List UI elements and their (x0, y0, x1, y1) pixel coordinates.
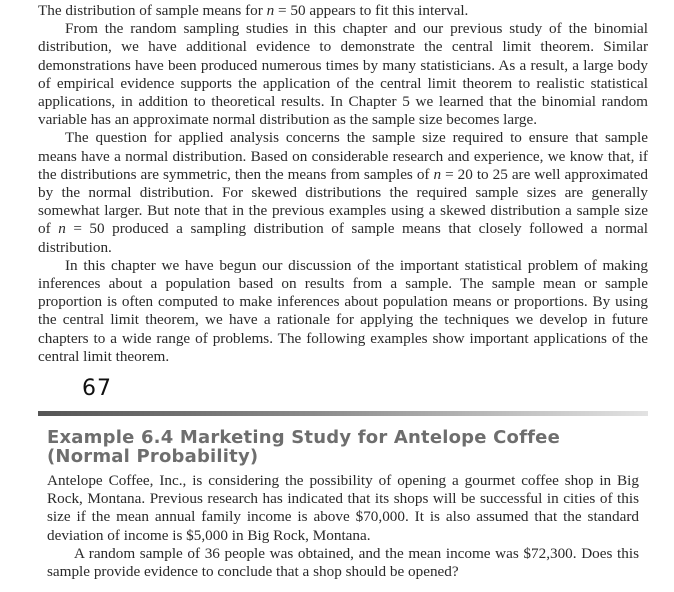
example-heading-line-2: (Normal Probability) (47, 446, 259, 467)
example-paragraph-2: A random sample of 36 people was obtained, and the mean income was $72,300. Does this sample provide evidence to conclude that a shop should be opened? (47, 544, 639, 581)
p3-variable-n-2: n (58, 220, 66, 238)
body-text (38, 2, 648, 366)
paragraph-2: From the random sampling studies in this chapter and our previous study of the binomial distribution, we have additional evidence to demonstrate the central limit theorem. Similar demonstrations have been produced numerous times by many statisticians. As a result, a large body of empirical evidence supports the application of the central limit theorem to realistic statistical applications, in addition to theoretical results. In Chapter 5 we learned that the binomial random variable has an approximate normal distribution as the sample size becomes large. (38, 20, 648, 129)
paragraph-1 (38, 2, 648, 20)
p3-text-b: = 20 to 25 are well approximated by the normal distribution. For skewed distributions the required sample sizes are generally somewhat larger. But note that in the previous examples using a skewed distribution a sample size of (38, 165, 648, 238)
p3-text-c: = 50 produced a sampling distribution of sample means that closely followed a normal distribution. (38, 220, 648, 256)
example-heading-line-1: Example 6.4 Marketing Study for Antelope Coffee (47, 427, 560, 448)
p3-variable-n-1: n (433, 165, 442, 183)
example-paragraph-1: Antelope Coffee, Inc., is considering the possibility of opening a gourmet coffee shop in Big Rock, Montana. Previous research has indicated that its shops will be successful in cities of this size if the mean annual family income is above $70,000. It is also assumed that the standard deviation of income is $5,000 in Big Rock, Montana. (47, 472, 639, 544)
example-heading (47, 428, 647, 466)
p1-variable-n: n (266, 2, 275, 19)
paragraph-4: In this chapter we have begun our discussion of the important statistical problem of making inferences about a population based on results from a sample. The sample mean or sample proportion is often computed to make inferences about population means or proportions. By using the central limit theorem, we have a rationale for applying the techniques we develop in future chapters to a wide range of problems. The following examples show important applications of the central limit theorem. (38, 256, 648, 365)
handwritten-annotation: 67 (82, 376, 112, 401)
example-body (47, 472, 639, 581)
p1-text-a: The distribution of sample means for (38, 2, 267, 19)
p1-text-b: = 50 appears to fit this interval. (274, 2, 469, 19)
p3-text-a: The question for applied analysis concerns the sample size required to ensure that sample means have a normal distribution. Based on considerable research and experience, we know that, if the distributions are symmetric, then the means from samples of (38, 129, 648, 183)
example-divider-rule (38, 411, 648, 416)
paragraph-3 (38, 129, 648, 256)
